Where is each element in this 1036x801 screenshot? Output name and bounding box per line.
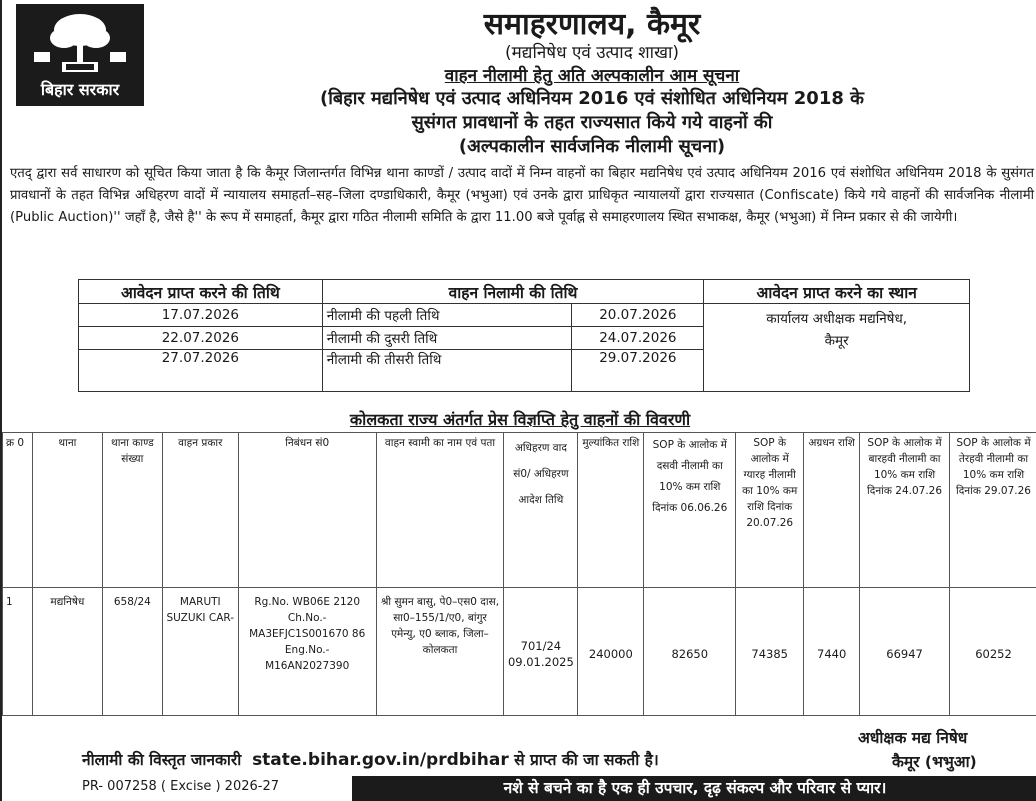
act-line-1: (बिहार मद्यनिषेध एवं उत्पाद अधिनियम 2016 एवं संशोधित अधिनियम 2018 के bbox=[320, 88, 864, 109]
col-case-header: थाना काण्ड संख्या bbox=[102, 433, 162, 588]
location-header: आवेदन प्राप्त करने का स्थान bbox=[704, 280, 970, 304]
signatory-place: कैमूर (भभुआ) bbox=[892, 753, 977, 771]
apply-date: 22.07.2026 bbox=[79, 327, 323, 350]
location-line-1: कार्यालय अधीक्षक मद्यनिषेध, bbox=[766, 311, 908, 327]
apply-date-header: आवेदन प्राप्त करने की तिथि bbox=[79, 280, 323, 304]
col-sop13-header: SOP के आलोक में तेरहवी नीलामी का 10% कम राशि दिनांक 29.07.26 bbox=[950, 433, 1036, 588]
col-earnest-header: अग्रधन राशि bbox=[804, 433, 860, 588]
auction-date-header: वाहन निलामी की तिथि bbox=[322, 280, 704, 304]
website-link[interactable]: state.bihar.gov.in/prdbihar bbox=[252, 750, 509, 770]
auction-label: नीलामी की तीसरी तिथि bbox=[322, 350, 572, 392]
apply-date: 17.07.2026 bbox=[79, 304, 323, 327]
cell-sn: 1 bbox=[3, 588, 33, 716]
logo-text: बिहार सरकार bbox=[40, 80, 120, 99]
table-row bbox=[3, 588, 1036, 716]
cell-registration: Rg.No. WB06E 2120 Ch.No.- MA3EFJC1S001670 86 Eng.No.- M16AN2027390 bbox=[238, 588, 376, 716]
info-suffix: से प्राप्त की जा सकती है। bbox=[514, 751, 659, 769]
table-row bbox=[79, 304, 970, 327]
col-valuation-header: मुल्यांकित राशि bbox=[578, 433, 644, 588]
cell-sop10: 82650 bbox=[644, 588, 736, 716]
signatory-title: अधीक्षक मद्य निषेध bbox=[858, 729, 968, 747]
auction-date: 29.07.2026 bbox=[572, 350, 704, 392]
vehicles-heading: कोलकता राज्य अंतर्गत प्रेस विज्ञप्ति हेतु वाहनों की विवरणी bbox=[349, 410, 691, 429]
apply-date: 27.07.2026 bbox=[79, 350, 323, 392]
auction-label: नीलामी की पहली तिथि bbox=[322, 304, 572, 327]
auction-label: नीलामी की दुसरी तिथि bbox=[322, 327, 572, 350]
location-cell bbox=[704, 304, 970, 392]
auction-date: 20.07.2026 bbox=[572, 304, 704, 327]
col-reg-header: निबंधन सं0 bbox=[238, 433, 376, 588]
act-line-2: सुसंगत प्रावधानों के तहत राज्यसात किये गये वाहनों की bbox=[411, 112, 773, 133]
cell-case-no: 658/24 bbox=[102, 588, 162, 716]
col-thana-header: थाना bbox=[32, 433, 102, 588]
dates-table bbox=[78, 279, 970, 392]
auction-date: 24.07.2026 bbox=[572, 327, 704, 350]
department-name: (मद्यनिषेध एवं उत्पाद शाखा) bbox=[504, 43, 680, 63]
intro-paragraph: एतद् द्वारा सर्व साधारण को सूचित किया जाता है कि कैमूर जिलान्तर्गत विभिन्न थाना काण्डों / उत्पाद वादों में निम्न वाहनों का बिहार मद्यनिषेध एवं उत्पाद अधिनियम 2016 एवं संशोधित अधिनियम 2018 के सुसंगत प्रावधानों के तहत विभिन्न अधिहरण वादों में न्यायालय समाहर्ता–सह–जिला दण्डाधिकारी, कैमूर (भभुआ) एवं उनके द्वारा प्राधिकृत न्यायालयों द्वारा राज्यसात (Confiscate) किये गये वाहनों की सार्वजनिक नीलामी (Public Auction)'' जहाँ है, जैसे है'' के रूप में समाहर्ता, कैमूर द्वारा गठित नीलामी समिति के द्वारा 11.00 बजे पूर्वाह्न से समाहरणालय स्थित सभाकक्ष, कैमूर (भभुआ) में निम्न प्रकार से की जायेगी। bbox=[10, 166, 1034, 225]
cell-owner: श्री सुमन बासु, पे0–एस0 दास, सा0–155/1/ए0, बांगुर एमेन्यु, ए0 ब्लाक, जिला–कोलकता bbox=[376, 588, 504, 716]
office-title: समाहरणालय, कैमूर bbox=[483, 7, 701, 42]
cell-vehicle-type: MARUTI SUZUKI CAR- bbox=[162, 588, 238, 716]
vehicles-header-row bbox=[3, 433, 1036, 588]
col-sop11-header: SOP के आलोक में ग्यारह नीलामी का 10% कम राशि दिनांक 20.07.26 bbox=[736, 433, 804, 588]
location-line-2: कैमूर bbox=[824, 333, 849, 349]
cell-sop12: 66947 bbox=[860, 588, 950, 716]
cell-earnest: 7440 bbox=[804, 588, 860, 716]
pr-reference: PR- 007258 ( Excise ) 2026-27 bbox=[82, 779, 279, 794]
notice-title: वाहन नीलामी हेतु अति अल्पकालीन आम सूचना bbox=[444, 66, 740, 86]
info-prefix: नीलामी की विस्तृत जानकारी bbox=[82, 751, 242, 769]
bihar-govt-logo bbox=[16, 4, 144, 106]
col-sop10-header: SOP के आलोक में दसवी नीलामी का 10% कम राशि दिनांक 06.06.26 bbox=[644, 433, 736, 588]
act-line-3: (अल्पकालीन सार्वजनिक नीलामी सूचना) bbox=[458, 136, 726, 157]
col-type-header: वाहन प्रकार bbox=[162, 433, 238, 588]
col-confiscation-header: अधिहरण वाद सं0/ अधिहरण आदेश तिथि bbox=[504, 433, 578, 588]
col-owner-header: वाहन स्वामी का नाम एवं पता bbox=[376, 433, 504, 588]
cell-sop11: 74385 bbox=[736, 588, 804, 716]
slogan-banner: नशे से बचने का है एक ही उपचार, दृढ़ संकल्प और परिवार से प्यार। bbox=[352, 776, 1036, 801]
cell-valuation: 240000 bbox=[578, 588, 644, 716]
bodhi-tree-emblem-icon bbox=[28, 12, 132, 80]
cell-thana: मद्यनिषेध bbox=[32, 588, 102, 716]
col-sop12-header: SOP के आलोक में बारहवी नीलामी का 10% कम राशि दिनांक 24.07.26 bbox=[860, 433, 950, 588]
dates-header-row bbox=[79, 280, 970, 304]
vehicles-table bbox=[2, 432, 1036, 716]
footer-info bbox=[82, 748, 659, 770]
cell-sop13: 60252 bbox=[950, 588, 1036, 716]
cell-confiscation: 701/24 09.01.2025 bbox=[504, 588, 578, 716]
col-sn-header: क्र 0 bbox=[3, 433, 33, 588]
